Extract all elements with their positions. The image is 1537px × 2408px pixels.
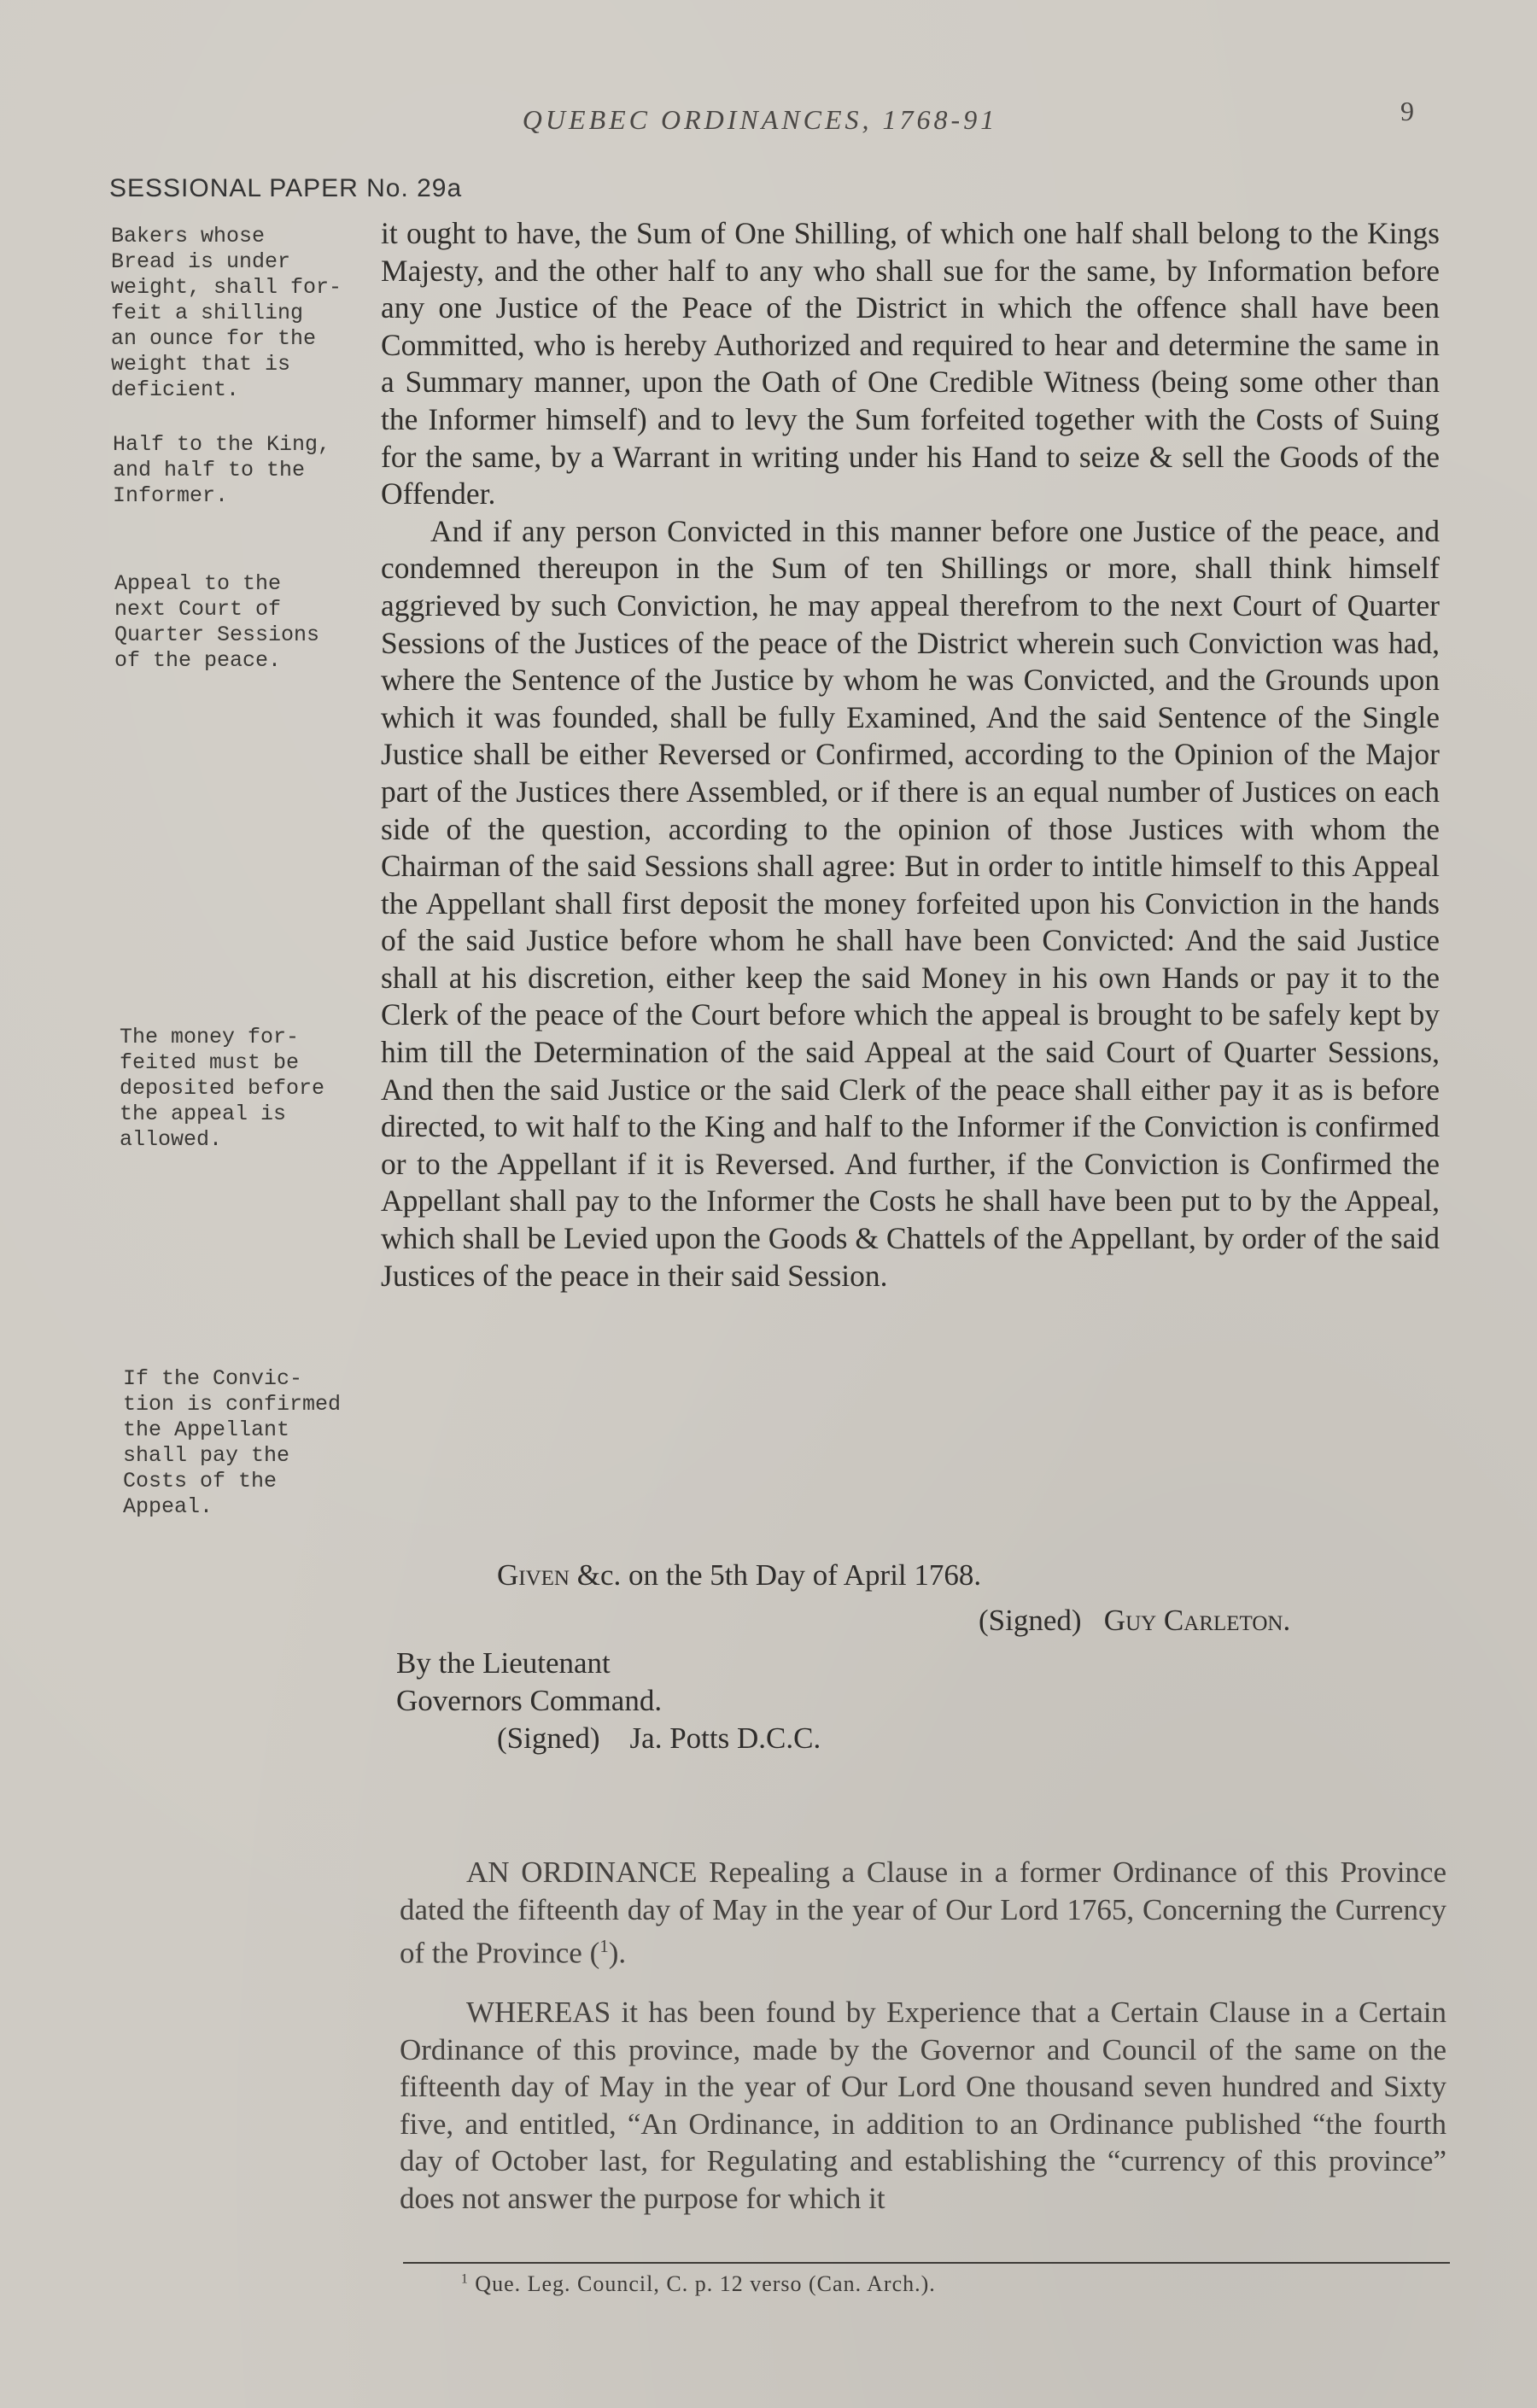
given-date: &c. on the 5th Day of April 1768.	[569, 1558, 982, 1592]
signed-label: (Signed)	[979, 1604, 1082, 1637]
signatory-name: Guy Carleton.	[1103, 1604, 1291, 1637]
command-line-2: Governors Command.	[396, 1684, 663, 1717]
ordinance-title	[400, 1854, 1446, 1972]
signature-carleton	[979, 1604, 1290, 1638]
footnote-text: Que. Leg. Council, C. p. 12 verso (Can. Arch.).	[468, 2271, 936, 2296]
sessional-paper-label: SESSIONAL PAPER No. 29a	[109, 174, 463, 202]
ordinance-title-end: ).	[608, 1936, 627, 1970]
footnote	[461, 2271, 936, 2297]
body-paragraph-2: And if any person Convicted in this manner before one Justice of the peace, and condemned thereupon in the Sum of ten Shillings or more, shall think himself aggrieved by such Conviction, he may appeal therefrom to the next Court of Quarter Sessions of the Justices of the peace of the District wherein such Conviction was had, where the Sentence of the Justice by whom he was Convicted, and the Grounds upon which it was founded, shall be fully Examined, And the said Sentence of the Single Justice shall be either Reversed or Confirmed, according to the Opinion of the Major part of the Justices there Assembled, or if there is an equal number of Justices on each side of the question, according to the opinion of those Justices with whom the Chairman of the said Sessions shall agree: But in order to intitle himself to this Appeal the Appellant shall first deposit the money forfeited upon his Conviction in the hands of the said Justice before whom he shall have been Convicted: And the said Justice shall at his discretion, either keep the said Money in his own Hands or pay it to the Clerk of the peace of the Court before which the appeal is brought to be safely kept by him till the Determination of the said Appeal at the said Court of Quarter Sessions, And then the said Justice or the said Clerk of the peace shall either pay it as is before directed, to wit half to the King and half to the Informer if the Conviction is confirmed or to the Appellant if it is Reversed. And further, if the Conviction is Confirmed the Appellant shall pay to the Informer the Costs he shall have been put to by the Appeal, which shall be Levied upon the Goods & Chattels of the Appellant, by order of the said Justices of the peace in their said Session.	[381, 513, 1440, 1293]
margin-note-bakers: Bakers whose Bread is under weight, shall for- feit a shilling an ounce for the weight that is deficient.	[111, 224, 342, 402]
running-title: QUEBEC ORDINANCES, 1768-91	[522, 104, 998, 135]
given-word: Given	[497, 1558, 570, 1592]
signature-potts: (Signed) Ja. Potts D.C.C.	[497, 1721, 821, 1755]
footnote-divider	[403, 2262, 1450, 2264]
given-line	[497, 1558, 981, 1593]
ordinance-title-text: AN ORDINANCE Repealing a Clause in a former Ordinance of this Province dated the fifteenth day of May in the year of Our Lord 1765, Concerning the Currency of the Province (	[400, 1856, 1446, 1970]
margin-note-half-king: Half to the King, and half to the Informer.	[113, 432, 331, 508]
body-paragraph-1: it ought to have, the Sum of One Shilling, of which one half shall belong to the Kings Majesty, and the other half to any who shall sue for the same, by Information before any one Justice of the Peace of the District in which the offence shall have been Committed, who is hereby Authorized and required to hear and determine the same in a Summary manner, upon the Oath of One Credible Witness (being some other than the Informer himself) and to levy the Sum forfeited together with the Costs of Suing for the same, by a Warrant in writing under his Hand to seize & sell the Goods of the Offender.	[381, 216, 1440, 511]
margin-note-costs: If the Convic- tion is confirmed the Appellant shall pay the Costs of the Appeal.	[123, 1366, 342, 1519]
ordinance-block	[400, 1854, 1446, 2217]
main-text-block	[381, 215, 1440, 1295]
command-line-1: By the Lieutenant	[396, 1646, 611, 1680]
command-block	[396, 1645, 821, 1757]
page-number: 9	[1400, 96, 1414, 126]
margin-note-money-deposit: The money for- feited must be deposited before the appeal is allowed.	[120, 1025, 325, 1152]
footnote-ref: 1	[599, 1936, 609, 1956]
footnote-marker: 1	[461, 2271, 469, 2287]
margin-note-appeal: Appeal to the next Court of Quarter Sessions of the peace.	[114, 571, 320, 673]
ordinance-whereas: WHEREAS it has been found by Experience that a Certain Clause in a Certain Ordinance of this province, made by the Governor and Council of the same on the fifteenth day of May in the year of Our Lord One thousand seven hundred and Sixty five, and entitled, “An Ordinance, in addition to an Ordinance published “the fourth day of October last, for Regulating and establishing the “currency of this province” does not answer the purpose for which it	[400, 1996, 1446, 2215]
